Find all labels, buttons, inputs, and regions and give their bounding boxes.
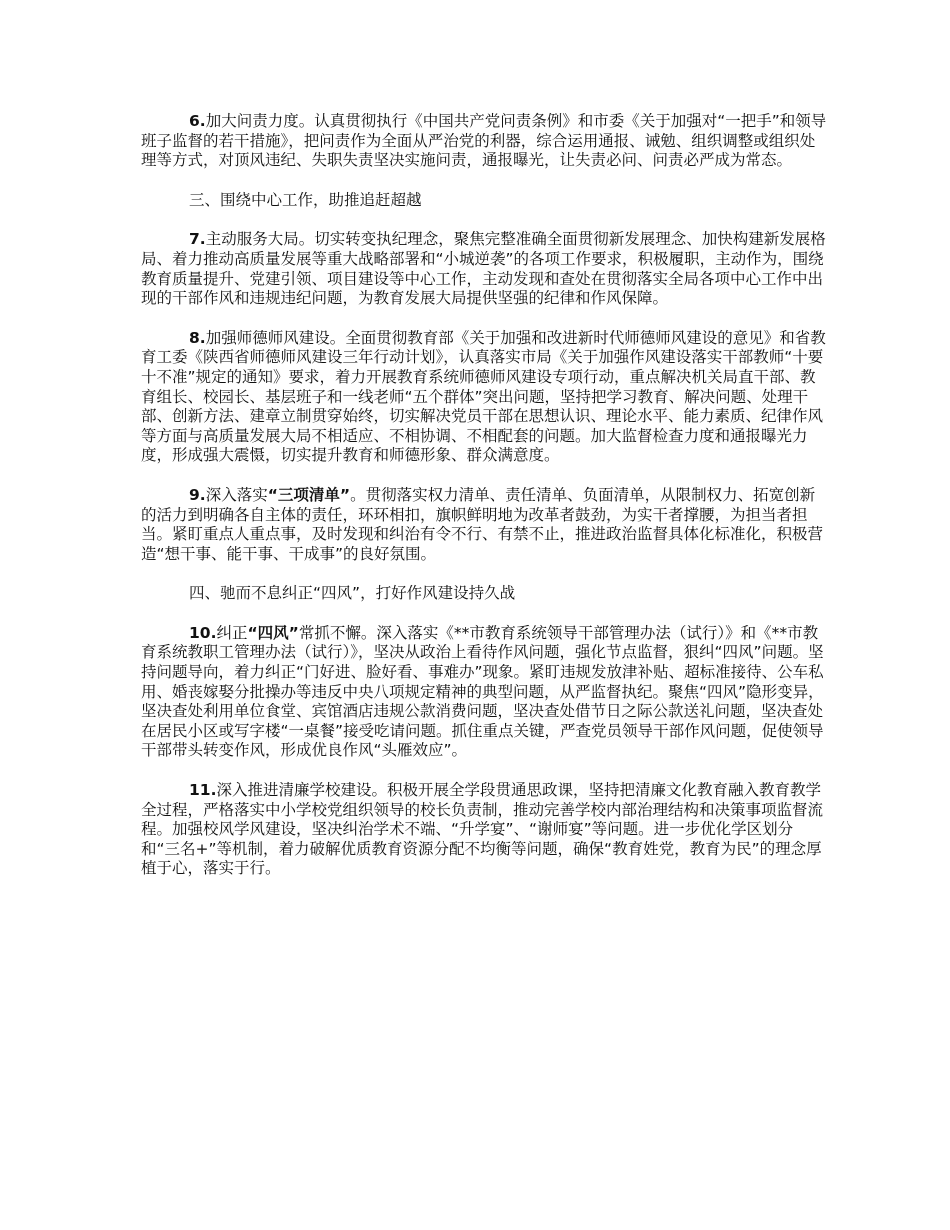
paragraph-6 — [141, 112, 829, 171]
heading-text: ，打好作风建设持久战 — [360, 584, 516, 603]
paragraph-number: 8. — [189, 328, 206, 347]
paragraph-10 — [141, 624, 829, 761]
heading-text-emphasis: “四风” — [313, 584, 361, 603]
paragraph-text-lead: 纠正 — [216, 623, 248, 642]
paragraph-11 — [141, 781, 829, 879]
paragraph-number: 11. — [189, 781, 217, 800]
paragraph-text-emphasis: “三项清单” — [267, 485, 351, 504]
paragraph-text: 主动服务大局。切实转变执纪理念，聚焦完整准确全面贯彻新发展理念、加快构建新发展格局、着力推动高质量发展等重大战略部署和“小城逆袭”的各项工作要求，积极履职，主动作为，围绕教育质量提升、党建引领、项目建设等中心工作，主动发现和查处在贯彻落实全局各项中心工作中出现的干部作风和违规违纪问题，为教育发展大局提供坚强的纪律和作风保障。 — [141, 230, 826, 308]
document-page — [141, 112, 829, 899]
paragraph-8 — [141, 329, 829, 466]
heading-text-lead: 四、驰而不息纠正 — [189, 584, 314, 603]
paragraph-text: 加强师德师风建设。全面贯彻教育部《关于加强和改进新时代师德师风建设的意见》和省教育工委《陕西省师德师风建设三年行动计划》，认真落实市局《关于加强作风建设落实干部教师“十要十不准”规定的通知》要求，着力开展教育系统师德师风建设专项行动，重点解决机关局直干部、教育组长、校园长、基层班子和一线老师“五个群体”突出问题，坚持把学习教育、解决问题、处理干部、创新方法、建章立制贯穿始终，切实解决党员干部在思想认识、理论水平、能力素质、纪律作风等方面与高质量发展大局不相适应、不相协调、不相配套的问题。加大监督检查力度和通报曝光力度，形成强大震慑，切实提升教育和师德形象、群众满意度。 — [141, 328, 826, 465]
paragraph-number: 7. — [189, 230, 206, 249]
section-heading-3: 三、围绕中心工作，助推追赶超越 — [189, 190, 422, 209]
paragraph-text: 加大问责力度。认真贯彻执行《中国共产党问责条例》和市委《关于加强对“一把手”和领导班子监督的若干措施》，把问责作为全面从严治党的利器，综合运用通报、诫勉、组织调整或组织处理等方式，对顶风违纪、失职失责坚决实施问责，通报曝光，让失责必问、问责必严成为常态。 — [141, 112, 827, 170]
paragraph-number: 9. — [189, 485, 206, 504]
paragraph-text-lead: 深入落实 — [205, 485, 268, 504]
paragraph-text: 深入推进清廉学校建设。积极开展全学段贯通思政课，坚持把清廉文化教育融入教育教学全过程，严格落实中小学校党组织领导的校长负责制，推动完善学校内部治理结构和决策事项监督流程。加强校风学风建设，坚决纠治学术不端、“升学宴”、“谢师宴”等问题。进一步优化学区划分和“三名+”等机制，着力破解优质教育资源分配不均衡等问题，确保“教育姓党，教育为民”的理念厚植于心，落实于行。 — [141, 781, 824, 878]
paragraph-number: 6. — [189, 112, 206, 130]
section-heading-4 — [141, 584, 829, 604]
paragraph-text-emphasis: “四风” — [247, 623, 299, 642]
paragraph-7 — [141, 230, 829, 308]
paragraph-number: 10. — [189, 623, 217, 642]
paragraph-9 — [141, 486, 829, 564]
paragraph-text: 。贯彻落实权力清单、责任清单、负面清单，从限制权力、拓宽创新的活力到明确各自主体的责任，环环相扣，旗帜鲜明地为改革者鼓劲，为实干者撑腰，为担当者担当。紧盯重点人重点事，及时发现和纠治有令不行、有禁不止，推进政治监督具体化标准化，积极营造“想干事、能干事、干成事”的良好氛围。 — [141, 485, 824, 563]
paragraph-text: 常抓不懈。深入落实《**市教育系统领导干部管理办法（试行）》和《**市教育系统教职工管理办法（试行）》，坚决从政治上看待作风问题，强化节点监督，狠纠“四风”问题。坚持问题导向，着力纠正“门好进、脸好看、事难办”现象。紧盯违规发放津补贴、超标准接待、公车私用、婚丧嫁娶分批操办等违反中央八项规定精神的典型问题，从严监督执纪。聚焦“四风”隐形变异，坚决查处利用单位食堂、宾馆酒店违规公款消费问题，坚决查处借节日之际公款送礼问题，坚决查处在居民小区或写字楼“一桌餐”接受吃请问题。抓住重点关键，严查党员领导干部作风问题，促使领导干部带头转变作风，形成优良作风“头雁效应”。 — [141, 623, 824, 760]
